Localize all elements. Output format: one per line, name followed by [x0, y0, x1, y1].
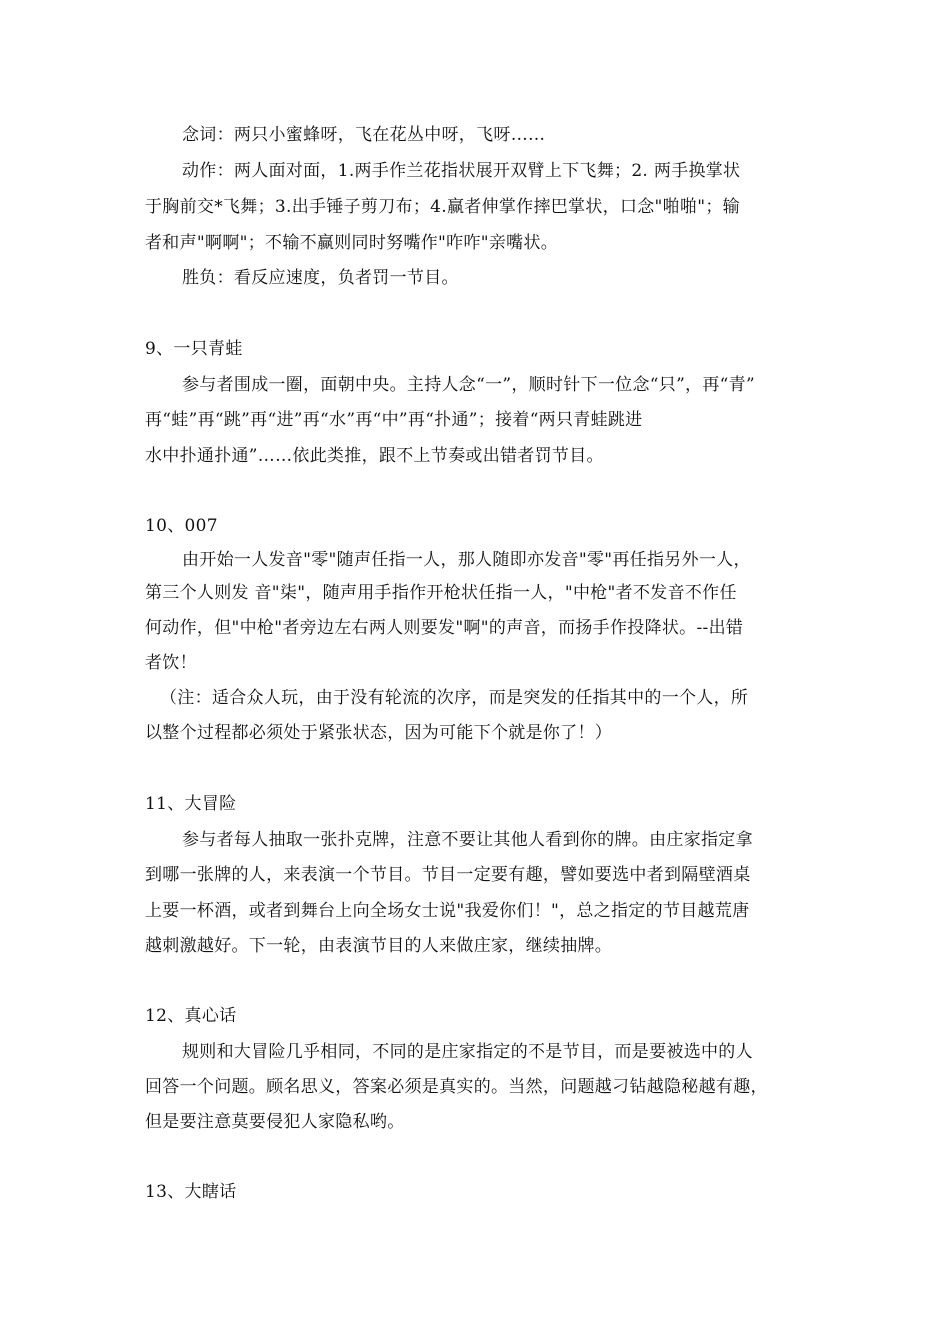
section-9-line-3: 水中扑通扑通”……依此类推，跟不上节奏或出错者罚节目。	[145, 446, 604, 466]
section-12-line-1: 规则和大冒险几乎相同，不同的是庄家指定的不是节目，而是要被选中的人	[182, 1042, 753, 1062]
intro-action-line-2: 于胸前交*飞舞；3.出手锤子剪刀布；4.赢者伸掌作摔巴掌状，口念"啪啪"；输	[145, 197, 740, 217]
section-9-line-1: 参与者围成一圈，面朝中央。主持人念“一”，顺时针下一位念“只”，再“青”	[182, 375, 755, 395]
section-11-line-2: 到哪一张牌的人，来表演一个节目。节目一定要有趣，譬如要选中者到隔壁酒桌	[145, 865, 751, 885]
section-12-line-3: 但是要注意莫要侵犯人家隐私哟。	[145, 1112, 405, 1132]
intro-action-line-3: 者和声"啊啊"；不输不赢则同时努嘴作"咋咋"亲嘴状。	[145, 233, 559, 253]
section-10-title: 10、007	[145, 516, 218, 536]
section-12-line-2: 回答一个问题。顾名思义，答案必须是真实的。当然，问题越刁钻越隐秘越有趣，	[145, 1077, 768, 1097]
intro-action-line-1: 动作：两人面对面，1.两手作兰花指状展开双臂上下飞舞；2. 两手换掌状	[182, 161, 741, 181]
section-10-line-3: 何动作，但"中枪"者旁边左右两人则要发"啊"的声音，而扬手作投降状。--出错	[145, 618, 744, 638]
section-10-note-2: 以整个过程都必须处于紧张状态，因为可能下个就是你了！）	[145, 723, 613, 743]
section-11-line-3: 上要一杯酒，或者到舞台上向全场女士说"我爱你们！"，总之指定的节目越荒唐	[145, 901, 750, 921]
section-10-line-2: 第三个人则发 音"柒"，随声用手指作开枪状任指一人，"中枪"者不发音不作任	[145, 583, 737, 603]
section-11-line-1: 参与者每人抽取一张扑克牌，注意不要让其他人看到你的牌。由庄家指定拿	[182, 830, 753, 850]
section-9-line-2: 再“蛙”再“跳”再“进”再“水”再“中”再“扑通”；接着“两只青蛙跳进	[145, 410, 643, 430]
section-13-title: 13、大瞎话	[145, 1182, 237, 1202]
section-11-title: 11、大冒险	[145, 794, 237, 814]
intro-chant-line: 念词：两只小蜜蜂呀，飞在花丛中呀，飞呀……	[182, 125, 546, 145]
section-10-line-4: 者饮！	[145, 653, 197, 673]
section-12-title: 12、真心话	[145, 1006, 237, 1026]
section-11-line-4: 越刺激越好。下一轮，由表演节目的人来做庄家，继续抽牌。	[145, 936, 613, 956]
section-10-line-1: 由开始一人发音"零"随声任指一人，那人随即亦发音"零"再任指另外一人，	[182, 550, 751, 570]
section-9-title: 9、一只青蛙	[145, 339, 243, 359]
section-10-note-1: （注：适合众人玩，由于没有轮流的次序，而是突发的任指其中的一个人，所	[160, 688, 749, 708]
intro-result-line: 胜负：看反应速度，负者罚一节目。	[182, 268, 459, 288]
